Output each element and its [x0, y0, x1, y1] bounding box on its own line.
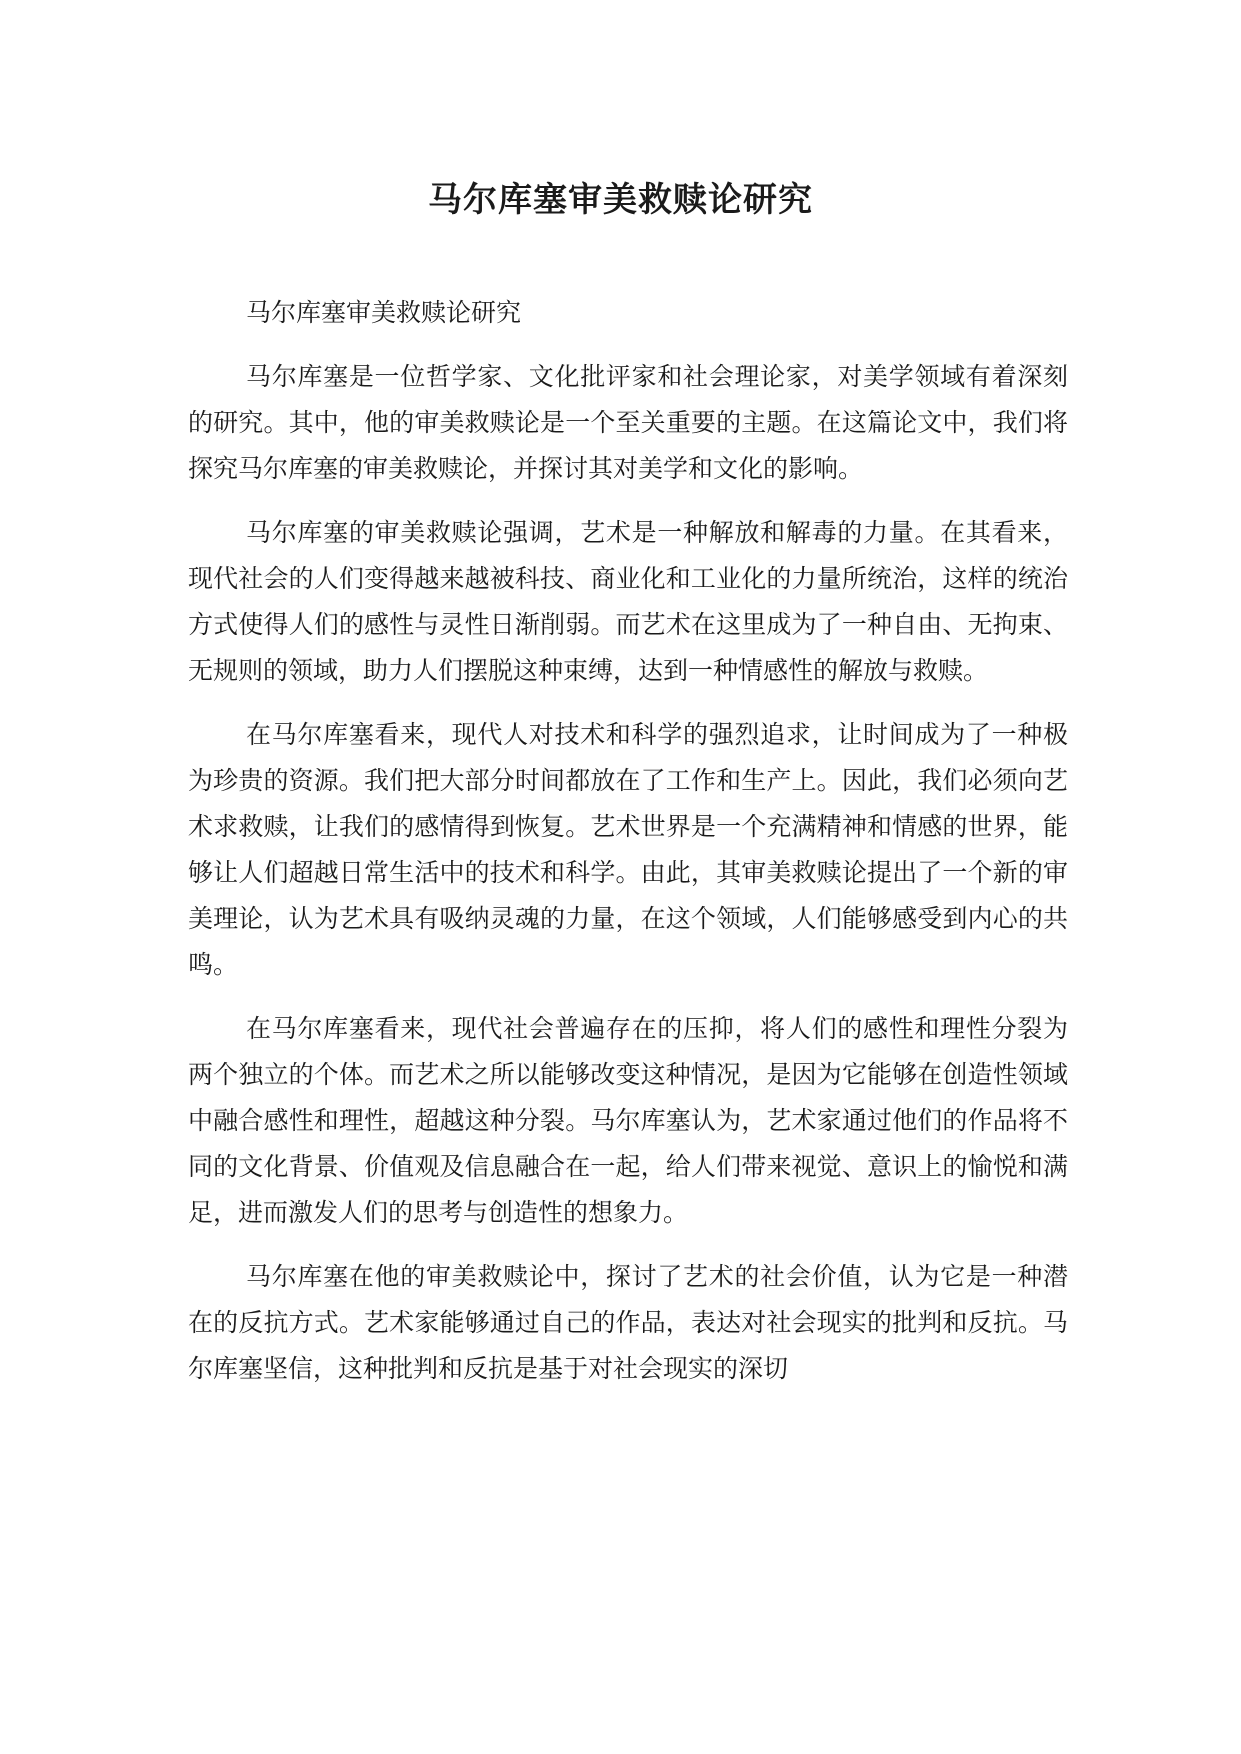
- document-body: [188, 290, 1068, 1410]
- paragraph: 马尔库塞是一位哲学家、文化批评家和社会理论家，对美学领域有着深刻的研究。其中，他的审美救赎论是一个至关重要的主题。在这篇论文中，我们将探究马尔库塞的审美救赎论，并探讨其对美学和文化的影响。: [188, 362, 1068, 483]
- paragraph-subtitle: 马尔库塞审美救赎论研究: [246, 298, 522, 327]
- paragraph: 在马尔库塞看来，现代社会普遍存在的压抑，将人们的感性和理性分裂为两个独立的个体。而艺术之所以能够改变这种情况，是因为它能够在创造性领域中融合感性和理性，超越这种分裂。马尔库塞认为，艺术家通过他们的作品将不同的文化背景、价值观及信息融合在一起，给人们带来视觉、意识上的愉悦和满足，进而激发人们的思考与创造性的想象力。: [188, 1014, 1068, 1227]
- paragraph: 马尔库塞在他的审美救赎论中，探讨了艺术的社会价值，认为它是一种潜在的反抗方式。艺术家能够通过自己的作品，表达对社会现实的批判和反抗。马尔库塞坚信，这种批判和反抗是基于对社会现实的深切: [188, 1262, 1068, 1383]
- document-title: 马尔库塞审美救赎论研究: [428, 180, 813, 220]
- paragraph: 马尔库塞的审美救赎论强调，艺术是一种解放和解毒的力量。在其看来，现代社会的人们变得越来越被科技、商业化和工业化的力量所统治，这样的统治方式使得人们的感性与灵性日渐削弱。而艺术在这里成为了一种自由、无拘束、无规则的领域，助力人们摆脱这种束缚，达到一种情感性的解放与救赎。: [188, 518, 1068, 685]
- paragraph: 在马尔库塞看来，现代人对技术和科学的强烈追求，让时间成为了一种极为珍贵的资源。我们把大部分时间都放在了工作和生产上。因此，我们必须向艺术求救赎，让我们的感情得到恢复。艺术世界是一个充满精神和情感的世界，能够让人们超越日常生活中的技术和科学。由此，其审美救赎论提出了一个新的审美理论，认为艺术具有吸纳灵魂的力量，在这个领域，人们能够感受到内心的共鸣。: [188, 720, 1068, 979]
